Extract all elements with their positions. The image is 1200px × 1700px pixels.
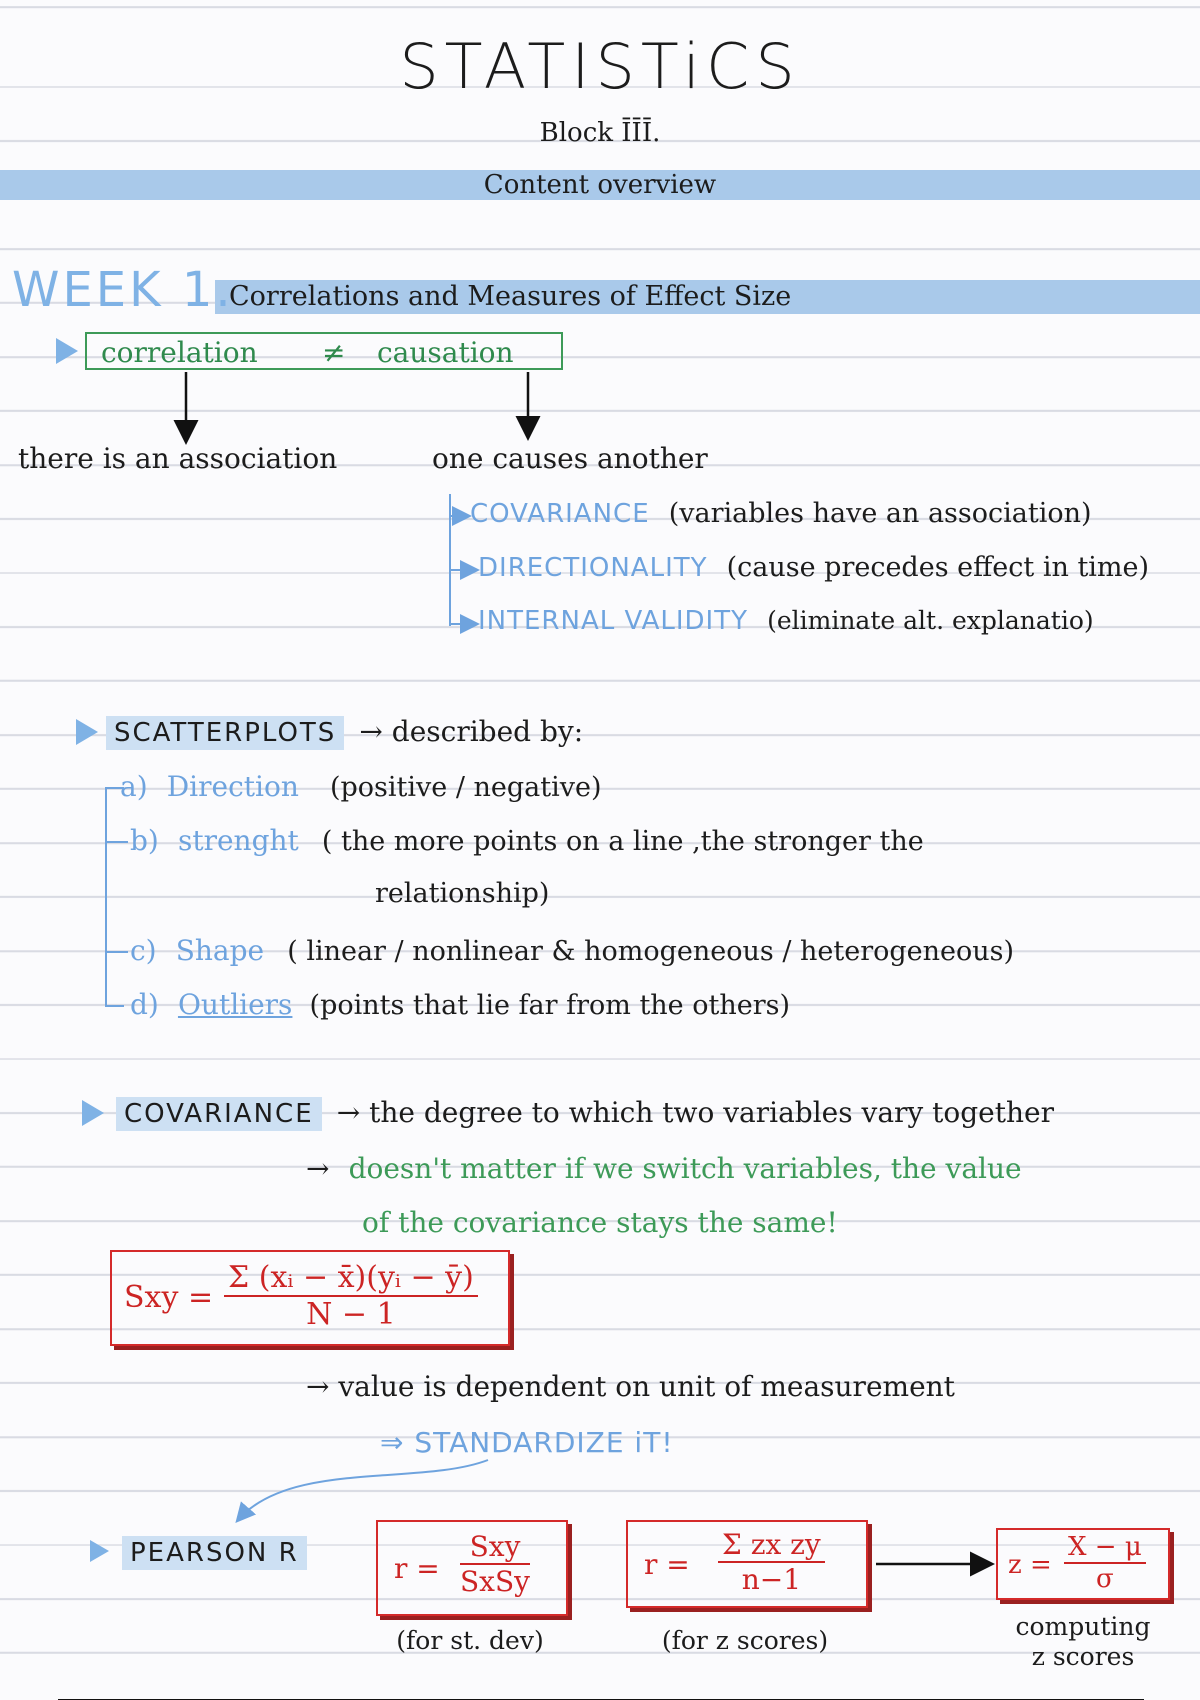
formula-numerator: Sxy xyxy=(460,1530,530,1565)
item-letter: b) xyxy=(130,824,159,857)
standardize-arrow xyxy=(238,1460,488,1520)
item-note: (points that lie far from the others) xyxy=(309,990,791,1021)
formula-denominator: n−1 xyxy=(741,1563,802,1596)
formula-numerator: Σ zx zy xyxy=(718,1528,825,1563)
not-equal-sign: ≠ xyxy=(322,336,346,369)
standardize-text: ⇒ STANDARDIZE iT! xyxy=(380,1426,674,1459)
formula-numerator: Σ (xᵢ − x̄)(yᵢ − ȳ) xyxy=(224,1260,478,1297)
pearson-caption-stdev: (for st. dev) xyxy=(396,1626,544,1655)
causation-label: causation xyxy=(377,336,514,369)
criterion-note: (cause precedes effect in time) xyxy=(726,552,1150,583)
covariance-heading: COVARIANCE xyxy=(116,1097,322,1131)
strength-note-continued: relationship) xyxy=(375,878,550,909)
arrow: → xyxy=(306,1152,330,1185)
scatterplots-described: → described by: xyxy=(359,715,584,748)
covariance-switch-text: doesn't matter if we switch variables, the value xyxy=(348,1152,1022,1185)
pearson-heading: PEARSON R xyxy=(122,1536,307,1570)
item-letter: a) xyxy=(120,770,148,803)
criterion-term: INTERNAL VALIDITY xyxy=(478,606,748,636)
week-heading: Correlations and Measures of Effect Size xyxy=(229,281,792,312)
formula-denominator: σ xyxy=(1095,1564,1114,1594)
item-term: Direction xyxy=(166,770,299,803)
covariance-definition: → the degree to which two variables vary together xyxy=(336,1096,1054,1129)
pearson-caption-zscores: (for z scores) xyxy=(661,1626,829,1655)
criterion-term: DIRECTIONALITY xyxy=(478,553,708,583)
formula-lhs: r = xyxy=(394,1552,440,1585)
formula-denominator: N − 1 xyxy=(306,1297,396,1332)
formula-lhs: z = xyxy=(1008,1550,1052,1580)
page-subtitle: Block ĪĪĪ. xyxy=(539,118,661,148)
association-text: there is an association xyxy=(18,442,338,475)
item-term: Outliers xyxy=(177,988,293,1021)
zscore-caption-line2: z scores xyxy=(1031,1642,1135,1671)
criterion-term: COVARIANCE xyxy=(470,499,650,529)
formula-lhs: r = xyxy=(644,1548,690,1581)
scatterplots-heading: SCATTERPLOTS xyxy=(106,716,344,750)
criterion-note: (variables have an association) xyxy=(668,498,1092,529)
formula-lhs: Sxy = xyxy=(124,1280,214,1315)
criterion-note: (eliminate alt. explanatio) xyxy=(767,606,1094,635)
item-letter: d) xyxy=(130,988,159,1021)
scatter-bracket xyxy=(106,788,124,1006)
item-term: strenght xyxy=(177,824,299,857)
item-note: (positive / negative) xyxy=(329,772,602,803)
item-note: ( linear / nonlinear & homogeneous / heterogeneous) xyxy=(287,936,1015,967)
causes-text: one causes another xyxy=(432,442,708,475)
week-label: WEEK 1. xyxy=(12,262,234,318)
overview-label: Content overview xyxy=(483,170,717,200)
formula-numerator: X − μ xyxy=(1064,1532,1146,1564)
formula-denominator: SxSy xyxy=(460,1565,530,1598)
covariance-switch-text-continued: of the covariance stays the same! xyxy=(362,1206,838,1239)
correlation-label: correlation xyxy=(101,336,258,369)
page-title: STATISTiCS xyxy=(399,30,801,103)
unit-dependence-note: → value is dependent on unit of measurement xyxy=(306,1370,955,1403)
zscore-caption-line1: computing xyxy=(1015,1612,1151,1641)
item-term: Shape xyxy=(175,934,265,967)
item-note: ( the more points on a line ,the stronger the xyxy=(321,826,924,857)
item-letter: c) xyxy=(130,934,157,967)
